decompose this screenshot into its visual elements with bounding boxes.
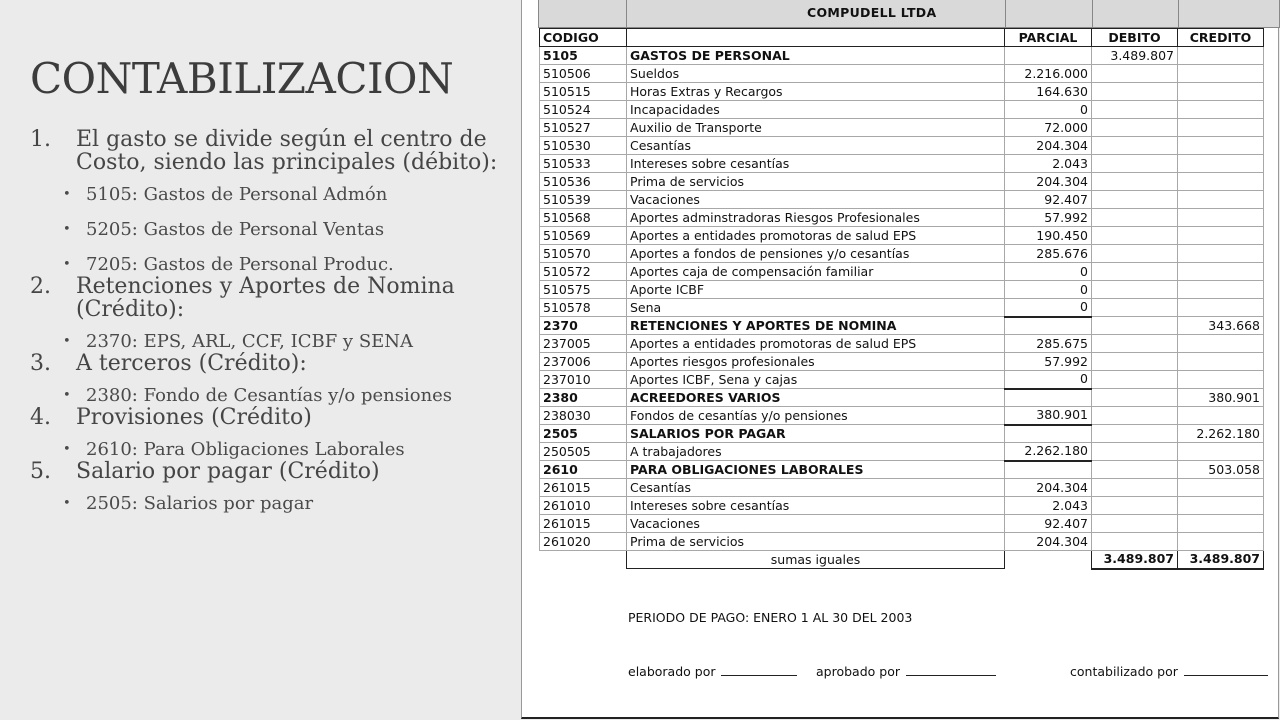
outline-list xyxy=(30,128,500,514)
cell-debito xyxy=(1092,479,1178,497)
item-text: Retenciones y Aportes de Nomina (Crédito): xyxy=(76,274,455,322)
cell-codigo: 510527 xyxy=(540,119,627,137)
cell-codigo: 261020 xyxy=(540,533,627,551)
cell-credito xyxy=(1178,335,1264,353)
cell-credito xyxy=(1178,155,1264,173)
cell-parcial: 57.992 xyxy=(1005,209,1092,227)
cell-debito xyxy=(1092,137,1178,155)
ledger-row xyxy=(540,335,1264,353)
sub-bullet-text: 5205: Gastos de Personal Ventas xyxy=(86,219,385,240)
cell-parcial: 204.304 xyxy=(1005,479,1092,497)
header-credito: CREDITO xyxy=(1178,29,1264,47)
ledger-row xyxy=(540,443,1264,461)
sub-bullet-text: 5105: Gastos de Personal Admón xyxy=(86,184,388,205)
cell-descripcion: Vacaciones xyxy=(627,191,1005,209)
cell-descripcion: Sena xyxy=(627,299,1005,317)
cell-descripcion: Aportes a entidades promotoras de salud EPS xyxy=(627,335,1005,353)
account-group-row xyxy=(540,47,1264,65)
item-text: El gasto se divide según el centro de Costo, siendo las principales (débito): xyxy=(76,127,498,175)
cell-debito xyxy=(1092,119,1178,137)
cell-credito xyxy=(1178,371,1264,389)
cell-debito xyxy=(1092,245,1178,263)
cell-codigo: 261015 xyxy=(540,515,627,533)
outline-item-3 xyxy=(30,352,500,406)
cell-debito xyxy=(1092,425,1178,443)
cell-descripcion: A trabajadores xyxy=(627,443,1005,461)
cell-descripcion: Intereses sobre cesantías xyxy=(627,155,1005,173)
sub-bullet-text: 2370: EPS, ARL, CCF, ICBF y SENA xyxy=(86,331,414,352)
aprobado-label: aprobado por xyxy=(816,664,900,679)
cell-debito xyxy=(1092,533,1178,551)
cell-credito xyxy=(1178,209,1264,227)
ledger-row xyxy=(540,101,1264,119)
cell-codigo: 238030 xyxy=(540,407,627,425)
sub-bullet xyxy=(63,184,500,205)
header-parcial: PARCIAL xyxy=(1005,29,1092,47)
ledger-row xyxy=(540,407,1264,425)
company-title-row xyxy=(538,0,1280,28)
cell-credito xyxy=(1178,479,1264,497)
cell-parcial: 380.901 xyxy=(1005,407,1092,425)
item-number: 3. xyxy=(30,351,51,376)
sub-bullet-list xyxy=(63,439,500,460)
cell-parcial xyxy=(1005,425,1092,443)
cell-descripcion: Aportes a fondos de pensiones y/o cesantías xyxy=(627,245,1005,263)
sub-bullet-text: 2380: Fondo de Cesantías y/o pensiones xyxy=(86,385,453,406)
totals-spacer xyxy=(540,551,627,569)
cell-debito xyxy=(1092,83,1178,101)
ledger-row xyxy=(540,281,1264,299)
ledger-row xyxy=(540,227,1264,245)
sub-bullet-list xyxy=(63,331,500,352)
account-group-row xyxy=(540,461,1264,479)
cell-parcial: 0 xyxy=(1005,281,1092,299)
item-number: 2. xyxy=(30,274,51,299)
ledger-row xyxy=(540,209,1264,227)
cell-debito xyxy=(1092,173,1178,191)
ledger-row xyxy=(540,119,1264,137)
cell-parcial: 285.675 xyxy=(1005,335,1092,353)
cell-parcial: 204.304 xyxy=(1005,173,1092,191)
account-group-row xyxy=(540,425,1264,443)
cell-parcial: 204.304 xyxy=(1005,533,1092,551)
cell-debito xyxy=(1092,335,1178,353)
cell-debito xyxy=(1092,389,1178,407)
account-group-row xyxy=(540,317,1264,335)
sub-bullet xyxy=(63,254,500,275)
cell-codigo: 2380 xyxy=(540,389,627,407)
total-debito: 3.489.807 xyxy=(1092,551,1178,569)
cell-parcial: 72.000 xyxy=(1005,119,1092,137)
contabilizado-signature xyxy=(1070,664,1268,679)
cell-parcial: 2.216.000 xyxy=(1005,65,1092,83)
cell-credito xyxy=(1178,407,1264,425)
sub-bullet xyxy=(63,331,500,352)
cell-codigo: 2610 xyxy=(540,461,627,479)
cell-parcial: 2.262.180 xyxy=(1005,443,1092,461)
cell-credito: 503.058 xyxy=(1178,461,1264,479)
cell-parcial xyxy=(1005,47,1092,65)
cell-debito xyxy=(1092,281,1178,299)
ledger-row xyxy=(540,263,1264,281)
item-number: 4. xyxy=(30,405,51,430)
cell-parcial: 92.407 xyxy=(1005,191,1092,209)
ledger-row xyxy=(540,191,1264,209)
cell-credito xyxy=(1178,65,1264,83)
cell-parcial: 204.304 xyxy=(1005,137,1092,155)
cell-descripcion: GASTOS DE PERSONAL xyxy=(627,47,1005,65)
cell-codigo: 510575 xyxy=(540,281,627,299)
cell-debito xyxy=(1092,65,1178,83)
cell-codigo: 510533 xyxy=(540,155,627,173)
cell-parcial: 0 xyxy=(1005,263,1092,281)
sub-bullet-list xyxy=(63,385,500,406)
cell-codigo: 237010 xyxy=(540,371,627,389)
cell-codigo: 237006 xyxy=(540,353,627,371)
aprobado-blank xyxy=(906,664,996,676)
sub-bullet-text: 2610: Para Obligaciones Laborales xyxy=(86,439,405,460)
cell-credito xyxy=(1178,101,1264,119)
outline-item-2 xyxy=(30,275,500,352)
ledger-row xyxy=(540,173,1264,191)
cell-parcial xyxy=(1005,317,1092,335)
cell-debito xyxy=(1092,191,1178,209)
bullet-icon: • xyxy=(63,388,71,403)
sub-bullet xyxy=(63,219,500,240)
periodo-de-pago: PERIODO DE PAGO: ENERO 1 AL 30 DEL 2003 xyxy=(628,610,913,625)
cell-debito xyxy=(1092,353,1178,371)
outline-item-4 xyxy=(30,406,500,460)
bullet-icon: • xyxy=(63,222,71,237)
cell-credito xyxy=(1178,497,1264,515)
ledger-row xyxy=(540,533,1264,551)
cell-credito xyxy=(1178,281,1264,299)
outline-item-5 xyxy=(30,460,500,514)
cell-debito xyxy=(1092,227,1178,245)
cell-credito xyxy=(1178,47,1264,65)
bullet-icon: • xyxy=(63,496,71,511)
cell-descripcion: Prima de servicios xyxy=(627,533,1005,551)
ledger-row xyxy=(540,65,1264,83)
cell-debito: 3.489.807 xyxy=(1092,47,1178,65)
ledger-row xyxy=(540,83,1264,101)
outline-item-1 xyxy=(30,128,500,275)
bullet-icon: • xyxy=(63,442,71,457)
cell-parcial: 0 xyxy=(1005,371,1092,389)
cell-parcial xyxy=(1005,389,1092,407)
outline-main-point xyxy=(30,406,500,429)
header-debito: DEBITO xyxy=(1092,29,1178,47)
contabilizado-blank xyxy=(1184,664,1268,676)
item-number: 5. xyxy=(30,459,51,484)
cell-debito xyxy=(1092,299,1178,317)
cell-codigo: 510578 xyxy=(540,299,627,317)
cell-codigo: 510539 xyxy=(540,191,627,209)
cell-descripcion: Auxilio de Transporte xyxy=(627,119,1005,137)
slide-title: CONTABILIZACION xyxy=(30,54,454,103)
cell-codigo: 510515 xyxy=(540,83,627,101)
cell-descripcion: SALARIOS POR PAGAR xyxy=(627,425,1005,443)
cell-codigo: 250505 xyxy=(540,443,627,461)
cell-debito xyxy=(1092,317,1178,335)
total-credito: 3.489.807 xyxy=(1178,551,1264,569)
sub-bullet xyxy=(63,385,500,406)
cell-credito xyxy=(1178,515,1264,533)
outline-main-point xyxy=(30,275,500,321)
ledger-sheet xyxy=(521,0,1279,719)
cell-descripcion: Intereses sobre cesantías xyxy=(627,497,1005,515)
cell-debito xyxy=(1092,461,1178,479)
cell-descripcion: ACREEDORES VARIOS xyxy=(627,389,1005,407)
cell-descripcion: Vacaciones xyxy=(627,515,1005,533)
cell-parcial: 164.630 xyxy=(1005,83,1092,101)
ledger-row xyxy=(540,479,1264,497)
cell-credito: 380.901 xyxy=(1178,389,1264,407)
outline-main-point xyxy=(30,460,500,483)
ledger-row xyxy=(540,299,1264,317)
item-text: Provisiones (Crédito) xyxy=(76,405,312,430)
aprobado-signature xyxy=(816,664,996,679)
cell-descripcion: Cesantías xyxy=(627,479,1005,497)
sub-bullet-text: 7205: Gastos de Personal Produc. xyxy=(86,254,394,275)
cell-codigo: 510568 xyxy=(540,209,627,227)
cell-credito xyxy=(1178,119,1264,137)
cell-parcial: 92.407 xyxy=(1005,515,1092,533)
cell-credito xyxy=(1178,443,1264,461)
header-descripcion xyxy=(627,29,1005,47)
cell-descripcion: PARA OBLIGACIONES LABORALES xyxy=(627,461,1005,479)
cell-descripcion: Prima de servicios xyxy=(627,173,1005,191)
header-codigo: CODIGO xyxy=(540,29,627,47)
sub-bullet-list xyxy=(63,493,500,514)
sub-bullet-text: 2505: Salarios por pagar xyxy=(86,493,314,514)
cell-debito xyxy=(1092,443,1178,461)
cell-credito xyxy=(1178,173,1264,191)
outline-main-point xyxy=(30,352,500,375)
cell-codigo: 510569 xyxy=(540,227,627,245)
item-text: A terceros (Crédito): xyxy=(76,351,307,376)
cell-codigo: 5105 xyxy=(540,47,627,65)
ledger-table xyxy=(539,28,1264,570)
cell-codigo: 510572 xyxy=(540,263,627,281)
cell-credito xyxy=(1178,227,1264,245)
cell-descripcion: Incapacidades xyxy=(627,101,1005,119)
ledger-row xyxy=(540,245,1264,263)
bullet-icon: • xyxy=(63,257,71,272)
cell-codigo: 2505 xyxy=(540,425,627,443)
cell-debito xyxy=(1092,263,1178,281)
item-number: 1. xyxy=(30,127,51,152)
ledger-row xyxy=(540,353,1264,371)
cell-descripcion: Aportes a entidades promotoras de salud EPS xyxy=(627,227,1005,245)
totals-row xyxy=(540,551,1264,569)
cell-credito xyxy=(1178,263,1264,281)
elaborado-signature xyxy=(628,664,797,679)
cell-codigo: 510506 xyxy=(540,65,627,83)
cell-codigo: 237005 xyxy=(540,335,627,353)
ledger-header-row xyxy=(540,29,1264,47)
cell-descripcion: Aportes riesgos profesionales xyxy=(627,353,1005,371)
ledger-row xyxy=(540,515,1264,533)
cell-parcial: 0 xyxy=(1005,299,1092,317)
account-group-row xyxy=(540,389,1264,407)
cell-descripcion: Aporte ICBF xyxy=(627,281,1005,299)
sub-bullet-list xyxy=(63,184,500,275)
ledger-row xyxy=(540,155,1264,173)
cell-parcial: 285.676 xyxy=(1005,245,1092,263)
cell-codigo: 2370 xyxy=(540,317,627,335)
cell-parcial: 190.450 xyxy=(1005,227,1092,245)
cell-parcial: 57.992 xyxy=(1005,353,1092,371)
cell-descripcion: Cesantías xyxy=(627,137,1005,155)
cell-credito xyxy=(1178,299,1264,317)
cell-credito xyxy=(1178,191,1264,209)
cell-codigo: 261015 xyxy=(540,479,627,497)
elaborado-label: elaborado por xyxy=(628,664,716,679)
company-name: COMPUDELL LTDA xyxy=(807,5,937,20)
cell-debito xyxy=(1092,371,1178,389)
ledger-row xyxy=(540,497,1264,515)
cell-credito xyxy=(1178,137,1264,155)
outline-main-point xyxy=(30,128,500,174)
sub-bullet xyxy=(63,439,500,460)
cell-parcial: 2.043 xyxy=(1005,497,1092,515)
cell-descripcion: Fondos de cesantías y/o pensiones xyxy=(627,407,1005,425)
cell-debito xyxy=(1092,497,1178,515)
cell-debito xyxy=(1092,407,1178,425)
cell-credito xyxy=(1178,533,1264,551)
totals-label: sumas iguales xyxy=(627,551,1005,569)
cell-debito xyxy=(1092,101,1178,119)
cell-credito xyxy=(1178,245,1264,263)
cell-descripcion: RETENCIONES Y APORTES DE NOMINA xyxy=(627,317,1005,335)
cell-codigo: 261010 xyxy=(540,497,627,515)
cell-debito xyxy=(1092,155,1178,173)
contabilizado-label: contabilizado por xyxy=(1070,664,1178,679)
totals-spacer xyxy=(1005,551,1092,569)
cell-codigo: 510570 xyxy=(540,245,627,263)
cell-debito xyxy=(1092,515,1178,533)
cell-descripcion: Aportes ICBF, Sena y cajas xyxy=(627,371,1005,389)
ledger-row xyxy=(540,137,1264,155)
cell-codigo: 510536 xyxy=(540,173,627,191)
bullet-icon: • xyxy=(63,334,71,349)
cell-descripcion: Aportes adminstradoras Riesgos Profesionales xyxy=(627,209,1005,227)
cell-codigo: 510530 xyxy=(540,137,627,155)
cell-credito: 343.668 xyxy=(1178,317,1264,335)
cell-parcial xyxy=(1005,461,1092,479)
cell-credito xyxy=(1178,353,1264,371)
cell-descripcion: Horas Extras y Recargos xyxy=(627,83,1005,101)
cell-codigo: 510524 xyxy=(540,101,627,119)
cell-parcial: 0 xyxy=(1005,101,1092,119)
item-text: Salario por pagar (Crédito) xyxy=(76,459,380,484)
cell-descripcion: Aportes caja de compensación familiar xyxy=(627,263,1005,281)
cell-credito xyxy=(1178,83,1264,101)
bullet-icon: • xyxy=(63,187,71,202)
cell-parcial: 2.043 xyxy=(1005,155,1092,173)
ledger-row xyxy=(540,371,1264,389)
slide-text-panel xyxy=(0,0,520,720)
elaborado-blank xyxy=(721,664,797,676)
cell-debito xyxy=(1092,209,1178,227)
cell-credito: 2.262.180 xyxy=(1178,425,1264,443)
cell-descripcion: Sueldos xyxy=(627,65,1005,83)
sub-bullet xyxy=(63,493,500,514)
